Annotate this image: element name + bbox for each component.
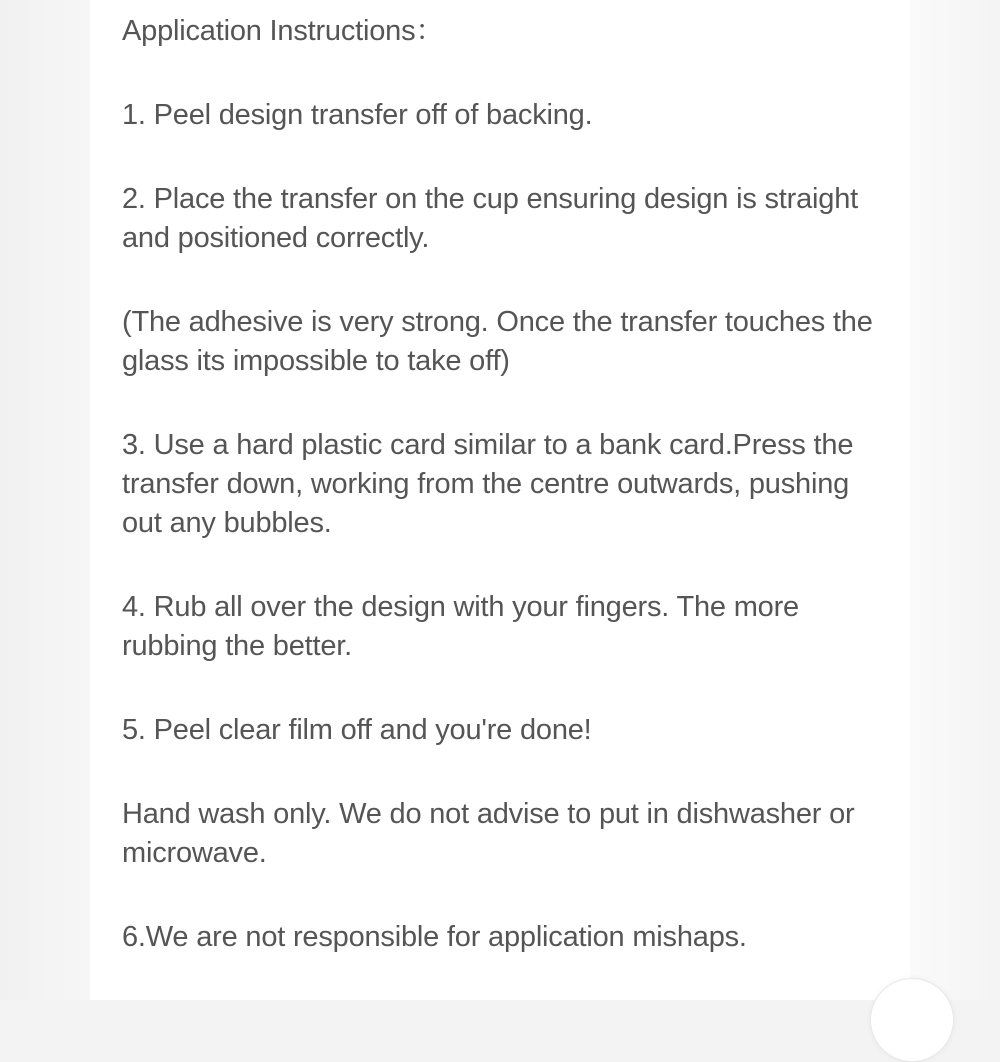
instruction-step-4: 4. Rub all over the design with your fingers. The more rubbing the better. — [122, 591, 799, 662]
left-page-margin — [0, 0, 90, 1000]
instructions-title: Application Instructions： — [122, 15, 445, 47]
adhesive-warning: (The adhesive is very strong. Once the transfer touches the glass its impossible to take off) — [122, 306, 873, 377]
scroll-top-button[interactable] — [870, 978, 954, 1062]
instruction-step-5: 5. Peel clear film off and you're done! — [122, 714, 592, 746]
right-page-margin — [910, 0, 1000, 1000]
instruction-step-3: 3. Use a hard plastic card similar to a bank card.Press the transfer down, working from the centre outwards, pushing out any bubbles. — [122, 429, 854, 539]
instructions-text — [122, 12, 892, 1002]
instruction-step-2: 2. Place the transfer on the cup ensuring design is straight and positioned correctly. — [122, 183, 858, 254]
care-instruction: Hand wash only. We do not advise to put in dishwasher or microwave. — [122, 798, 855, 869]
instruction-step-1: 1. Peel design transfer off of backing. — [122, 99, 593, 131]
instruction-step-6: 6.We are not responsible for application mishaps. — [122, 921, 747, 953]
instructions-card — [90, 0, 910, 1000]
